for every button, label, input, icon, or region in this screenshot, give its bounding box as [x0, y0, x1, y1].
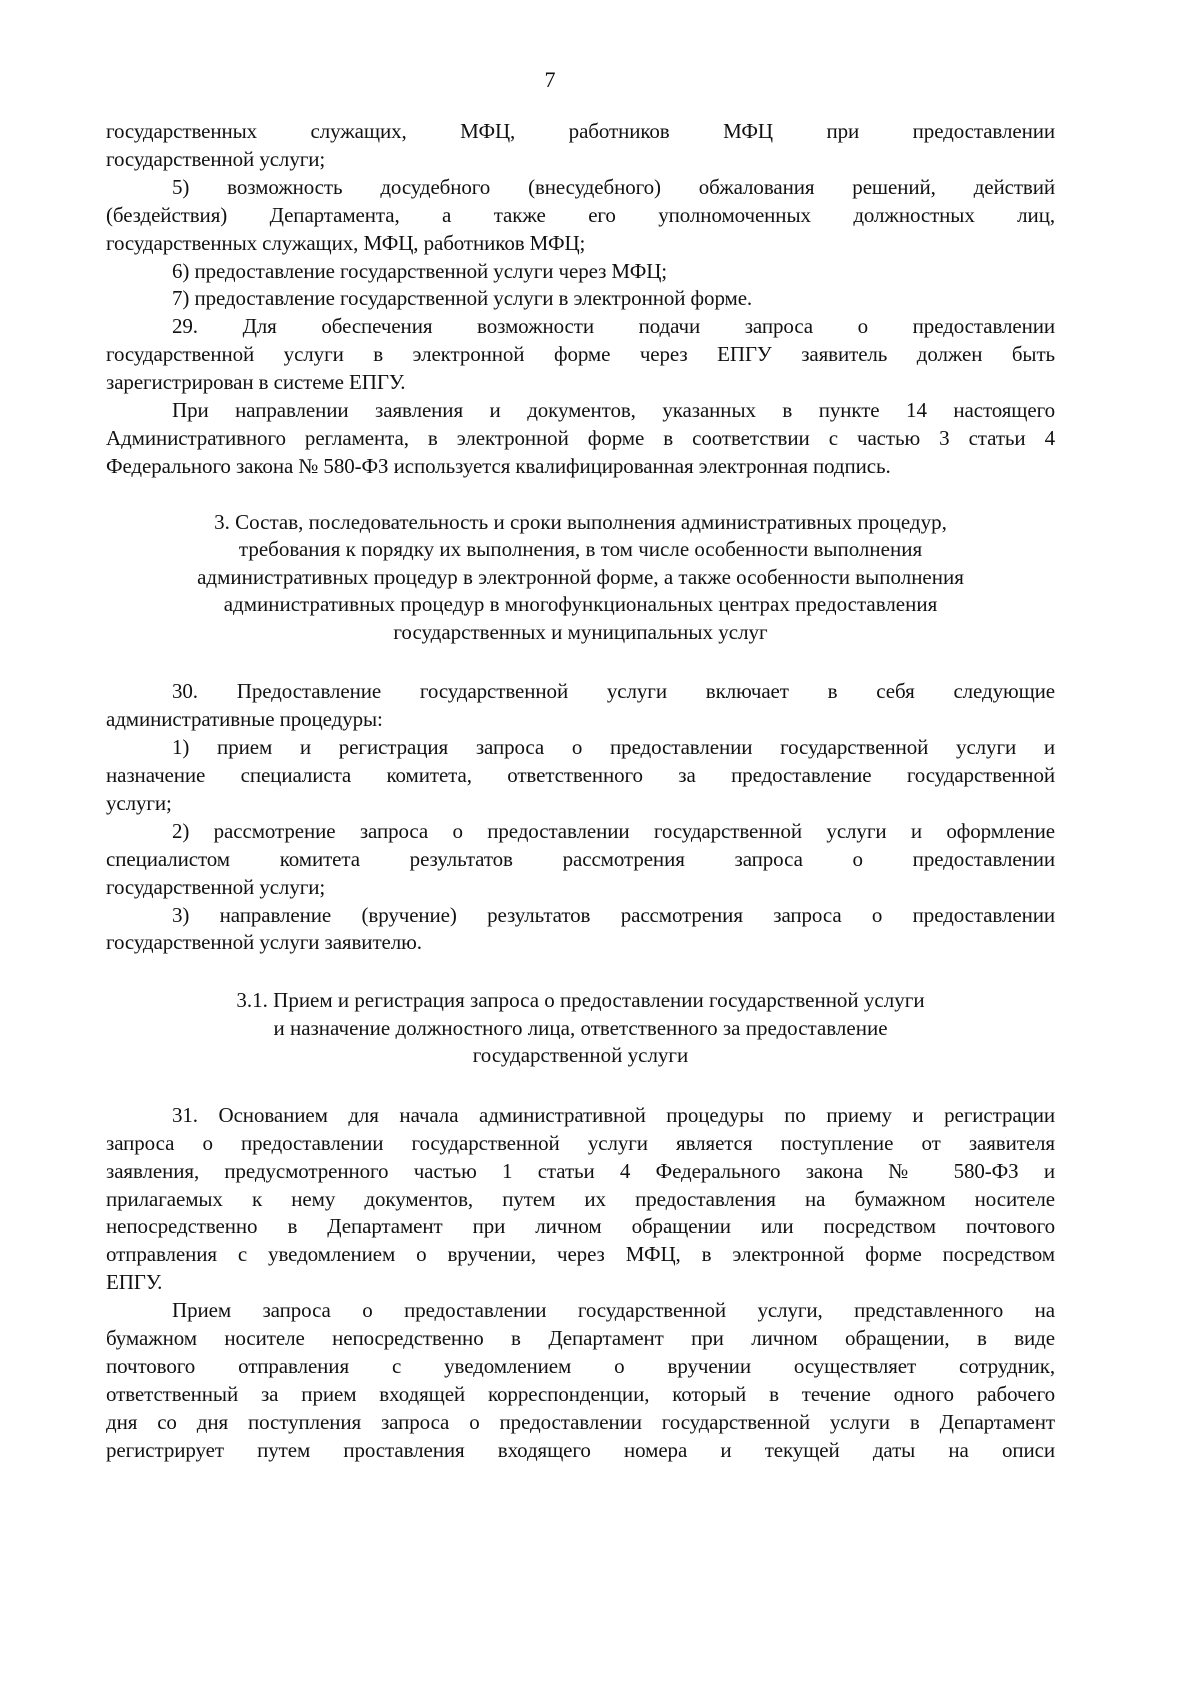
- text-line: назначение специалиста комитета, ответственного за предоставление государственной: [106, 763, 1055, 787]
- text-line: специалистом комитета результатов рассмотрения запроса о предоставлении: [106, 846, 1055, 871]
- text-line: (бездействия) Департамента, а также его уполномоченных должностных лиц,: [106, 202, 1055, 227]
- heading-line: 3. Состав, последовательность и сроки выполнения административных процедур,: [214, 509, 947, 534]
- heading-line: государственных и муниципальных услуг: [393, 619, 768, 644]
- text-line: бумажном носителе непосредственно в Департамент при личном обращении, в виде: [106, 1326, 1055, 1351]
- text-line: ЕПГУ.: [106, 1270, 163, 1295]
- list-item: 6) предоставление государственной услуги через МФЦ;: [172, 258, 668, 283]
- text-line: Административного регламента, в электронной форме в соответствии с частью 3 статьи 4: [106, 425, 1055, 450]
- text-line: прилагаемых к нему документов, путем их предоставления на бумажном носителе: [106, 1186, 1055, 1211]
- text-line: При направлении заявления и документов, указанных в пункте 14 настоящего: [172, 398, 1055, 423]
- text-line: государственных служащих, МФЦ, работников МФЦ;: [106, 230, 586, 255]
- section-heading-3: [106, 509, 1055, 647]
- text-line: административные процедуры:: [106, 707, 383, 732]
- text-line: 31. Основанием для начала административной процедуры по приему и регистрации: [172, 1102, 1055, 1127]
- page-number: 7: [544, 67, 556, 92]
- text-line: ответственный за прием входящей корреспонденции, который в течение одного рабочего: [106, 1381, 1055, 1406]
- text-line: Федерального закона № 580-ФЗ используется квалифицированная электронная подпись.: [106, 453, 891, 478]
- text-line: заявления, предусмотренного частью 1 статьи 4 Федерального закона № 580-ФЗ и: [106, 1158, 1055, 1183]
- text-line: государственных служащих, МФЦ, работников МФЦ при предоставлении: [106, 119, 1055, 143]
- section-heading-3-1: [106, 987, 1055, 1070]
- text-line: 2) рассмотрение запроса о предоставлении государственной услуги и оформление: [172, 818, 1055, 843]
- text-line: Прием запроса о предоставлении государственной услуги, представленного на: [172, 1298, 1055, 1323]
- text-line: 5) возможность досудебного (внесудебного) обжалования решений, действий: [172, 174, 1055, 199]
- heading-line: и назначение должностного лица, ответственного за предоставление: [273, 1015, 888, 1040]
- text-line: запроса о предоставлении государственной услуги является поступление от заявителя: [106, 1130, 1055, 1155]
- heading-line: государственной услуги: [472, 1043, 689, 1068]
- heading-line: требования к порядку их выполнения, в том числе особенности выполнения: [238, 537, 923, 562]
- heading-line: административных процедур в многофункциональных центрах предоставления: [223, 592, 938, 617]
- text-line: отправления с уведомлением о вручении, через МФЦ, в электронной форме посредством: [106, 1242, 1055, 1267]
- text-line: государственной услуги;: [106, 874, 326, 899]
- text-line: непосредственно в Департамент при личном обращении или посредством почтового: [106, 1214, 1055, 1239]
- text-line: почтового отправления с уведомлением о вручении осуществляет сотрудник,: [106, 1354, 1055, 1378]
- text-line: регистрирует путем проставления входящего номера и текущей даты на описи: [106, 1437, 1055, 1462]
- text-line: 3) направление (вручение) результатов рассмотрения запроса о предоставлении: [172, 902, 1055, 927]
- text-line: услуги;: [106, 790, 172, 815]
- text-line: 29. Для обеспечения возможности подачи запроса о предоставлении: [172, 314, 1055, 339]
- heading-line: 3.1. Прием и регистрация запроса о предоставлении государственной услуги: [236, 988, 925, 1013]
- text-line: дня со дня поступления запроса о предоставлении государственной услуги в Департамент: [106, 1409, 1055, 1434]
- text-line: государственной услуги в электронной форме через ЕПГУ заявитель должен быть: [106, 342, 1055, 367]
- document-body: [106, 118, 1055, 1465]
- text-line: 30. Предоставление государственной услуги включает в себя следующие: [172, 679, 1055, 704]
- text-line: государственной услуги;: [106, 146, 326, 171]
- heading-line: административных процедур в электронной форме, а также особенности выполнения: [197, 564, 964, 589]
- text-line: государственной услуги заявителю.: [106, 930, 422, 955]
- list-item: 7) предоставление государственной услуги в электронной форме.: [172, 286, 753, 311]
- text-line: зарегистрирован в системе ЕПГУ.: [106, 370, 406, 395]
- text-line: 1) прием и регистрация запроса о предоставлении государственной услуги и: [172, 735, 1055, 760]
